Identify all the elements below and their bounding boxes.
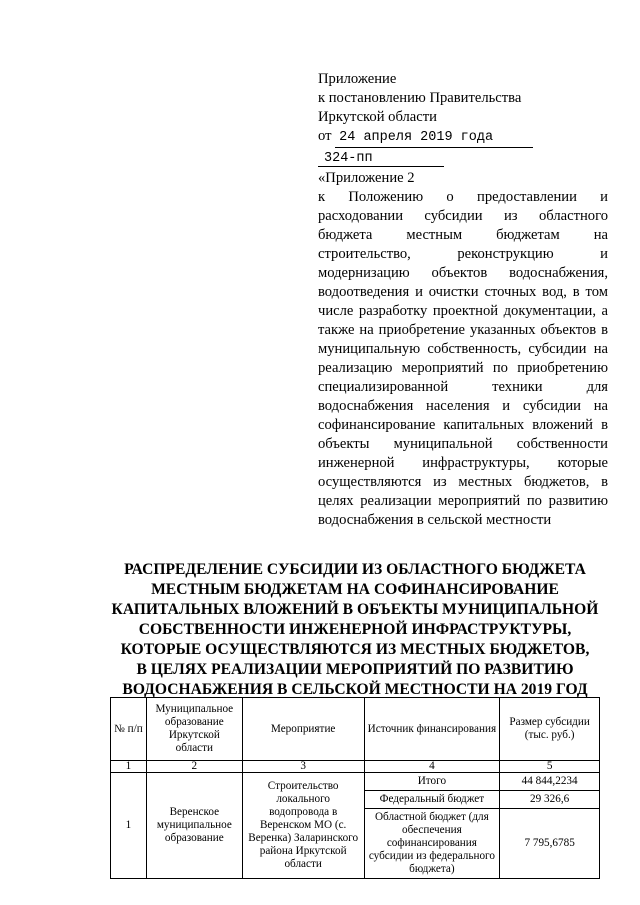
title-line: КАПИТАЛЬНЫХ ВЛОЖЕНИЙ В ОБЪЕКТЫ МУНИЦИПАЛЬНОЙ [111, 601, 599, 618]
column-number: 5 [500, 761, 600, 773]
table-header-row [111, 698, 600, 761]
date-line [318, 127, 608, 148]
column-number-row [111, 761, 600, 773]
header-line-2: к постановлению Правительства [318, 90, 522, 106]
title-line: МЕСТНЫМ БЮДЖЕТАМ НА СОФИНАНСИРОВАНИЕ [151, 581, 559, 598]
row-source: Итого [364, 773, 500, 791]
column-number: 2 [146, 761, 242, 773]
title-line: КОТОРЫЕ ОСУЩЕСТВЛЯЮТСЯ ИЗ МЕСТНЫХ БЮДЖЕТОВ, [120, 641, 590, 658]
column-number: 3 [242, 761, 364, 773]
header-measure: Мероприятие [242, 698, 364, 761]
row-amount: 44 844,2234 [500, 773, 600, 791]
date-field [335, 127, 533, 148]
header-amount: Размер субсидии (тыс. руб.) [500, 698, 600, 761]
row-source: Областной бюджет (для обеспечения софинансирования субсидии из федерального бюджета) [364, 809, 500, 879]
row-amount: 7 795,6785 [500, 809, 600, 879]
table-row [111, 773, 600, 791]
date-prefix: от [318, 128, 332, 144]
column-number: 1 [111, 761, 147, 773]
row-municipality: Веренское муниципальное образование [146, 773, 242, 879]
title-line: СОБСТВЕННОСТИ ИНЖЕНЕРНОЙ ИНФРАСТРУКТУРЫ, [138, 621, 572, 638]
header-line-1: Приложение [318, 71, 397, 87]
annex-text: к Положению о предоставлении и расходовании субсидии из областного бюджета местным бюджетам на строительство, реконструкцию и модернизацию объектов водоснабжения, водоотведения и очистки сточных вод, в том числе разработку проектной документации, а также на приобретение указанных объектов в муниципальную собственность, субсидии на реализацию мероприятий по приобретению специализированной техники для водоснабжения населения и субсидии на софинансирование капитальных вложений в объекты муниципальной собственности инженерной инфраструктуры, которые осуществляются из местных бюджетов, в целях реализации мероприятий по развитию водоснабжения в сельской местности [318, 189, 608, 528]
header-municipality: Муниципальное образование Иркутской области [146, 698, 242, 761]
date-value: 24 апреля 2019 года [339, 130, 494, 145]
number-line [318, 148, 608, 167]
subsidy-table [110, 697, 600, 879]
row-measure: Строительство локального водопровода в Веренском МО (с. Веренка) Заларинского района Иркутской области [242, 773, 364, 879]
number-value: 324-пп [318, 151, 444, 167]
title-line: РАСПРЕДЕЛЕНИЕ СУБСИДИИ ИЗ ОБЛАСТНОГО БЮДЖЕТА [124, 561, 586, 578]
header-source: Источник финансирования [364, 698, 500, 761]
row-num: 1 [111, 773, 147, 879]
annex-header [318, 70, 608, 530]
header-num: № п/п [111, 698, 147, 761]
title-line: В ЦЕЛЯХ РЕАЛИЗАЦИИ МЕРОПРИЯТИЙ ПО РАЗВИТИЮ [136, 661, 574, 678]
column-number: 4 [364, 761, 500, 773]
document-title [110, 560, 600, 700]
header-line-3: Иркутской области [318, 109, 437, 125]
row-source: Федеральный бюджет [364, 791, 500, 809]
row-amount: 29 326,6 [500, 791, 600, 809]
title-line: ВОДОСНАБЖЕНИЯ В СЕЛЬСКОЙ МЕСТНОСТИ НА 2019 ГОД [122, 681, 588, 698]
annex-intro: «Приложение 2 [318, 170, 415, 186]
